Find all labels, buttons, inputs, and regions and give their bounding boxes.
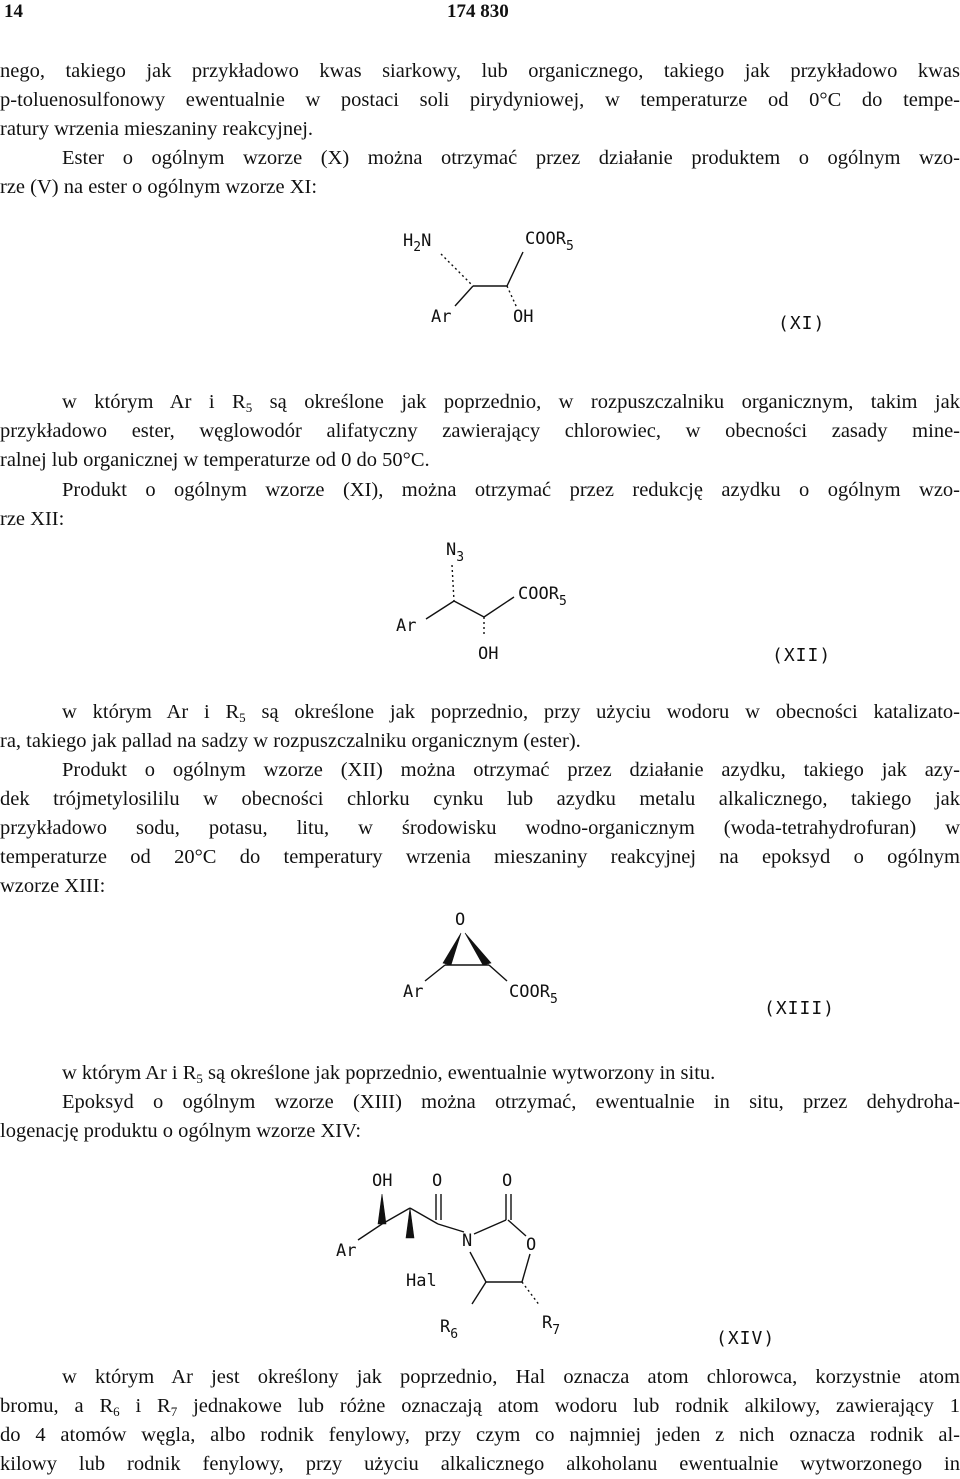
text-line: kilowy lub rodnik fenylowy, przy użyciu alkalicznego alkoholanu ewentualnie wytworzonego in xyxy=(0,1453,960,1475)
bond xyxy=(508,1220,526,1236)
atom-hydroxy: OH xyxy=(372,1171,393,1191)
wedge-bond xyxy=(406,1208,414,1238)
patent-number: 174 830 xyxy=(447,1,509,22)
atom-nitrogen: N xyxy=(462,1231,473,1251)
paragraph-1 xyxy=(0,57,960,144)
text-line: temperaturze od 20°C do temperatury wrzenia mieszaniny reakcyjnej na epoksyd o ogólnym xyxy=(0,846,960,868)
text-line: rze XII: xyxy=(0,508,65,530)
bond xyxy=(358,1224,382,1240)
paragraph-3 xyxy=(0,388,960,475)
text-line: w którym Ar i $R_5$ są określone jak poprzednio, ewentualnie wytworzony in situ. xyxy=(62,1062,716,1086)
atom-ring-o: O xyxy=(526,1235,537,1255)
text-line: Ester o ogólnym wzorze (X) można otrzymać przez działanie produktem o ogólnym wzo- xyxy=(62,147,960,169)
bond xyxy=(484,597,514,617)
formula-label-xiii: (XIII) xyxy=(764,998,836,1019)
atom-aryl: Ar xyxy=(431,307,452,327)
text-line: do 4 atomów węgla, albo rodnik fenylowy, przy czym co najmniej jeden z nich oznacza rodnik al- xyxy=(0,1424,960,1446)
wedge-bond xyxy=(465,933,491,965)
paragraph-7 xyxy=(0,1059,960,1088)
text-line: w którym Ar jest określony jak poprzednio, Hal oznacza atom chlorowca, korzystnie atom xyxy=(62,1366,960,1388)
paragraph-4 xyxy=(0,476,960,534)
bond xyxy=(454,601,484,617)
formula-xii-structure xyxy=(390,535,630,670)
wedge-bond xyxy=(443,933,461,965)
formula-xiv-structure xyxy=(330,1158,600,1348)
text-line: rze (V) na ester o ogólnym wzorze XI: xyxy=(0,176,318,198)
bond xyxy=(507,286,517,308)
bond xyxy=(410,1208,438,1224)
formula-label-xi: (XI) xyxy=(778,313,826,334)
formula-xi-structure xyxy=(395,222,635,342)
bond xyxy=(441,254,473,286)
atom-ester: $COOR_5$ xyxy=(509,982,558,1007)
formula-label-xii: (XII) xyxy=(772,645,832,666)
text-line: Epoksyd o ogólnym wzorze (XIII) można otrzymać, ewentualnie in situ, przez dehydroha- xyxy=(62,1091,960,1113)
text-line: nego, takiego jak przykładowo kwas siarkowy, lub organicznego, takiego jak przykładowo kwas xyxy=(0,60,960,82)
atom-aryl: Ar xyxy=(396,616,417,636)
atom-aryl: Ar xyxy=(336,1241,357,1261)
paragraph-6 xyxy=(0,756,960,901)
text-line: w którym Ar i $R_5$ są określone jak poprzednio, przy użyciu wodoru w obecności katalizato- xyxy=(62,701,960,725)
text-line: ra, takiego jak pallad na sadzy w rozpuszczalniku organicznym (ester). xyxy=(0,730,581,752)
bond xyxy=(438,1224,464,1232)
atom-ester: $COOR_5$ xyxy=(518,584,567,609)
atom-aryl: Ar xyxy=(403,982,424,1002)
bond xyxy=(426,601,454,619)
bond xyxy=(470,1252,486,1282)
bond xyxy=(507,252,523,286)
atom-hydroxy: OH xyxy=(513,307,534,327)
atom-keto-o: O xyxy=(432,1171,443,1191)
atom-r7: $R_7$ xyxy=(542,1313,561,1338)
atom-ring-co: O xyxy=(502,1171,513,1191)
atom-azide: $N_3$ xyxy=(446,540,465,565)
atom-ester: $COOR_5$ xyxy=(525,229,574,254)
bond xyxy=(489,965,507,981)
bond xyxy=(425,965,445,981)
atom-halogen: Hal xyxy=(406,1271,437,1291)
paragraph-9 xyxy=(0,1363,960,1479)
page-number: 14 xyxy=(4,1,23,22)
bond xyxy=(474,1220,506,1234)
paragraph-8 xyxy=(0,1088,960,1146)
bond xyxy=(455,286,473,306)
bond xyxy=(452,565,454,601)
paragraph-2 xyxy=(0,144,960,202)
wedge-bond xyxy=(378,1194,386,1224)
text-line: Produkt o ogólnym wzorze (XI), można otrzymać przez redukcję azydku o ogólnym wzo- xyxy=(62,479,960,501)
text-line: przykładowo sodu, potasu, litu, w środowisku wodno-organicznym (woda-tetrahydrofuran) w xyxy=(0,817,960,839)
atom-r6: $R_6$ xyxy=(440,1317,459,1342)
text-line: wzorze XIII: xyxy=(0,875,106,897)
text-line: przykładowo ester, węglowodór alifatyczny zawierający chlorowiec, w obecności zasady mine- xyxy=(0,420,960,442)
text-line: p-toluenosulfonowy ewentualnie w postaci soli pirydyniowej, w temperaturze od 0°C do tempe- xyxy=(0,89,960,111)
text-line: Produkt o ogólnym wzorze (XII) można otrzymać przez działanie azydku, takiego jak azy- xyxy=(62,759,960,781)
atom-hydroxy: OH xyxy=(478,644,499,664)
paragraph-5 xyxy=(0,698,960,756)
text-line: dek trójmetylosililu w obecności chlorku cynku lub azydku metalu alkalicznego, takiego jak xyxy=(0,788,960,810)
formula-xiii-structure xyxy=(395,905,615,1015)
bond xyxy=(472,1282,486,1304)
text-line: ratury wrzenia mieszaniny reakcyjnej. xyxy=(0,118,314,140)
text-line: bromu, a $R_6$ i $R_7$ jednakowe lub różne oznaczają atom wodoru lub rodnik alkilowy, zawierający 1 xyxy=(0,1395,960,1419)
bond xyxy=(382,1208,410,1224)
atom-oxygen: O xyxy=(455,910,466,930)
bond xyxy=(522,1254,530,1282)
formula-label-xiv: (XIV) xyxy=(716,1328,776,1349)
atom-amine: $H_2N$ xyxy=(403,231,432,255)
text-line: logenację produktu o ogólnym wzorze XIV: xyxy=(0,1120,362,1142)
text-line: w którym Ar i $R_5$ są określone jak poprzednio, w rozpuszczalniku organicznym, takim jak xyxy=(62,391,960,415)
bond xyxy=(522,1282,540,1306)
text-line: ralnej lub organicznej w temperaturze od 0 do 50°C. xyxy=(0,449,430,471)
